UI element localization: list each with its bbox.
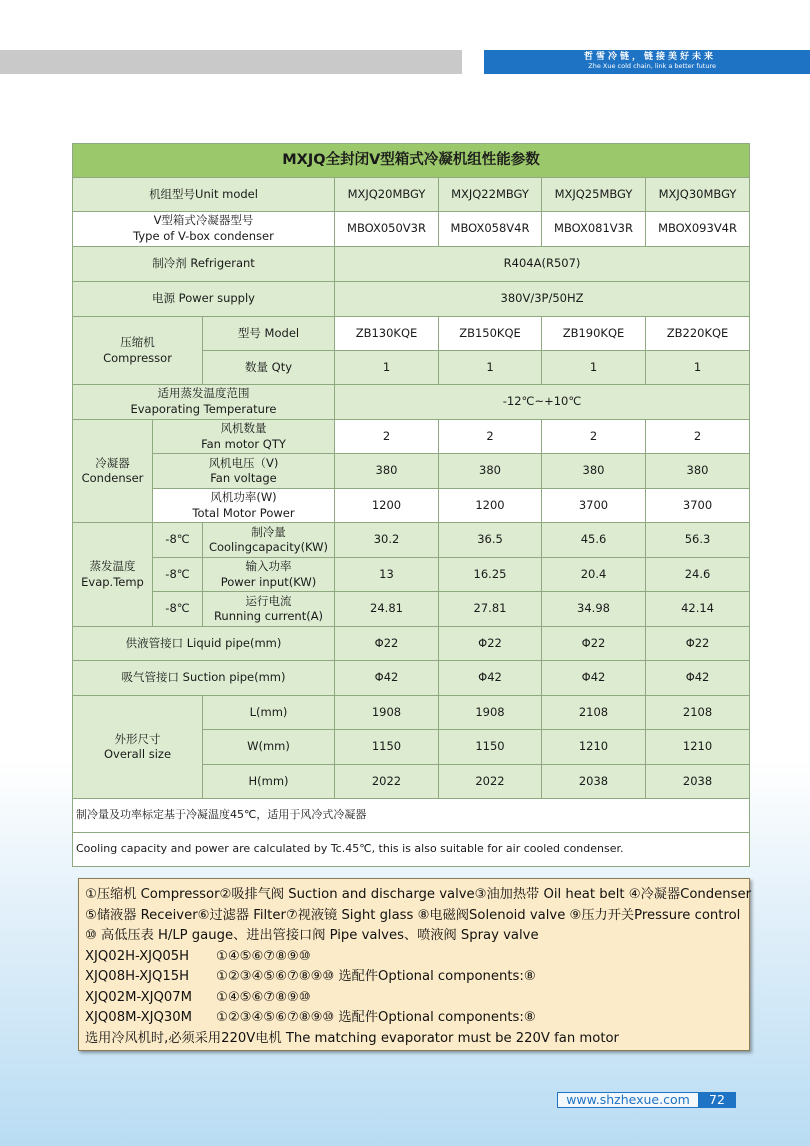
components-box xyxy=(78,878,750,1051)
components-line-1: ①压缩机 Compressor②吸排气阀 Suction and discharge valve③油加热带 Oil heat belt ④冷凝器Condenser xyxy=(85,887,752,902)
row-compressor-model: 压缩机 Compressor 型号 Model ZB130KQE ZB150KQE ZB190KQE ZB220KQE xyxy=(73,317,750,351)
compressor-label: 压缩机 Compressor xyxy=(73,317,203,385)
components-line-2: ⑤储液器 Receiver⑥过滤器 Filter⑦视液镜 Sight glass ⑧电磁阀Solenoid valve ⑨压力开关Pressure control xyxy=(85,907,741,923)
header-grey-bar xyxy=(0,50,462,74)
row-cooling-capacity: 蒸发温度 Evap.Temp -8℃ 制冷量 Coolingcapacity(KW) 30.2 36.5 45.6 56.3 xyxy=(73,523,750,558)
model-config-row: XJQ08H-XJQ15H ①②③④⑤⑥⑦⑧⑨⑩ 选配件Optional components:⑧ xyxy=(85,969,536,984)
slogan-en: Zhe Xue cold chain, link a better future xyxy=(588,62,716,70)
row-fan-qty: 冷凝器 Condenser 风机数量 Fan motor QTY 2 2 2 2 xyxy=(73,420,750,454)
footer-url-link[interactable]: www.shzhexue.com xyxy=(557,1092,698,1108)
row-note-cn: 制冷量及功率标定基于冷凝温度45℃，适用于风冷式冷凝器 xyxy=(73,799,750,833)
row-evap-range: 适用蒸发温度范围 Evaporating Temperature -12℃~+10℃ xyxy=(73,385,750,420)
row-size-w: W(mm) 1150 1150 1210 1210 xyxy=(73,730,750,765)
table-title: MXJQ全封闭V型箱式冷凝机组性能参数 xyxy=(73,144,750,178)
evap-temp-label: 蒸发温度 Evap.Temp xyxy=(73,523,153,627)
row-running-current: -8℃ 运行电流 Running current(A) 24.81 27.81 34.98 42.14 xyxy=(73,592,750,627)
page-number: 72 xyxy=(698,1092,736,1108)
row-refrigerant: 制冷剂 Refrigerant R404A(R507) xyxy=(73,247,750,282)
row-note-en: Cooling capacity and power are calculated by Tc.45℃, this is also suitable for air cooled condenser. xyxy=(73,833,750,867)
row-condenser-type: V型箱式冷凝器型号 Type of V-box condenser MBOX050V3R MBOX058V4R MBOX081V3R MBOX093V4R xyxy=(73,212,750,247)
model-config-row: XJQ02M-XJQ07M ①④⑤⑥⑦⑧⑨⑩ xyxy=(85,989,311,1005)
components-final-note: 选用冷风机时,必须采用220V电机 The matching evaporator must be 220V fan motor xyxy=(85,1030,619,1046)
row-liquid-pipe: 供液管接口 Liquid pipe(mm) Φ22 Φ22 Φ22 Φ22 xyxy=(73,627,750,661)
header-slogan-bar xyxy=(484,50,810,74)
model-config-row: XJQ08M-XJQ30M ①②③④⑤⑥⑦⑧⑨⑩ 选配件Optional components:⑧ xyxy=(85,1010,536,1025)
slogan-cn: 哲雪冷链，链接美好未来 xyxy=(583,52,716,62)
row-unit-model: 机组型号Unit model MXJQ20MBGY MXJQ22MBGY MXJQ25MBGY MXJQ30MBGY xyxy=(73,178,750,212)
condenser-label: 冷凝器 Condenser xyxy=(73,420,153,523)
model-config-row: XJQ02H-XJQ05H ①④⑤⑥⑦⑧⑨⑩ xyxy=(85,948,311,964)
row-size-l: 外形尺寸 Overall size L(mm) 1908 1908 2108 2108 xyxy=(73,696,750,730)
components-line-3: ⑩ 高低压表 H/LP gauge、进出管接口阀 Pipe valves、喷液阀 Spray valve xyxy=(85,928,539,943)
row-power-input: -8℃ 输入功率 Power input(KW) 13 16.25 20.4 24.6 xyxy=(73,558,750,592)
row-suction-pipe: 吸气管接口 Suction pipe(mm) Φ42 Φ42 Φ42 Φ42 xyxy=(73,661,750,696)
row-power-supply: 电源 Power supply 380V/3P/50HZ xyxy=(73,282,750,317)
row-size-h: H(mm) 2022 2022 2038 2038 xyxy=(73,765,750,799)
row-fan-power: 风机功率(W) Total Motor Power 1200 1200 3700 3700 xyxy=(73,489,750,523)
overall-size-label: 外形尺寸 Overall size xyxy=(73,696,203,799)
spec-table xyxy=(72,143,750,867)
row-fan-voltage: 风机电压（V) Fan voltage 380 380 380 380 xyxy=(73,454,750,489)
row-compressor-qty: 数量 Qty 1 1 1 1 xyxy=(73,351,750,385)
